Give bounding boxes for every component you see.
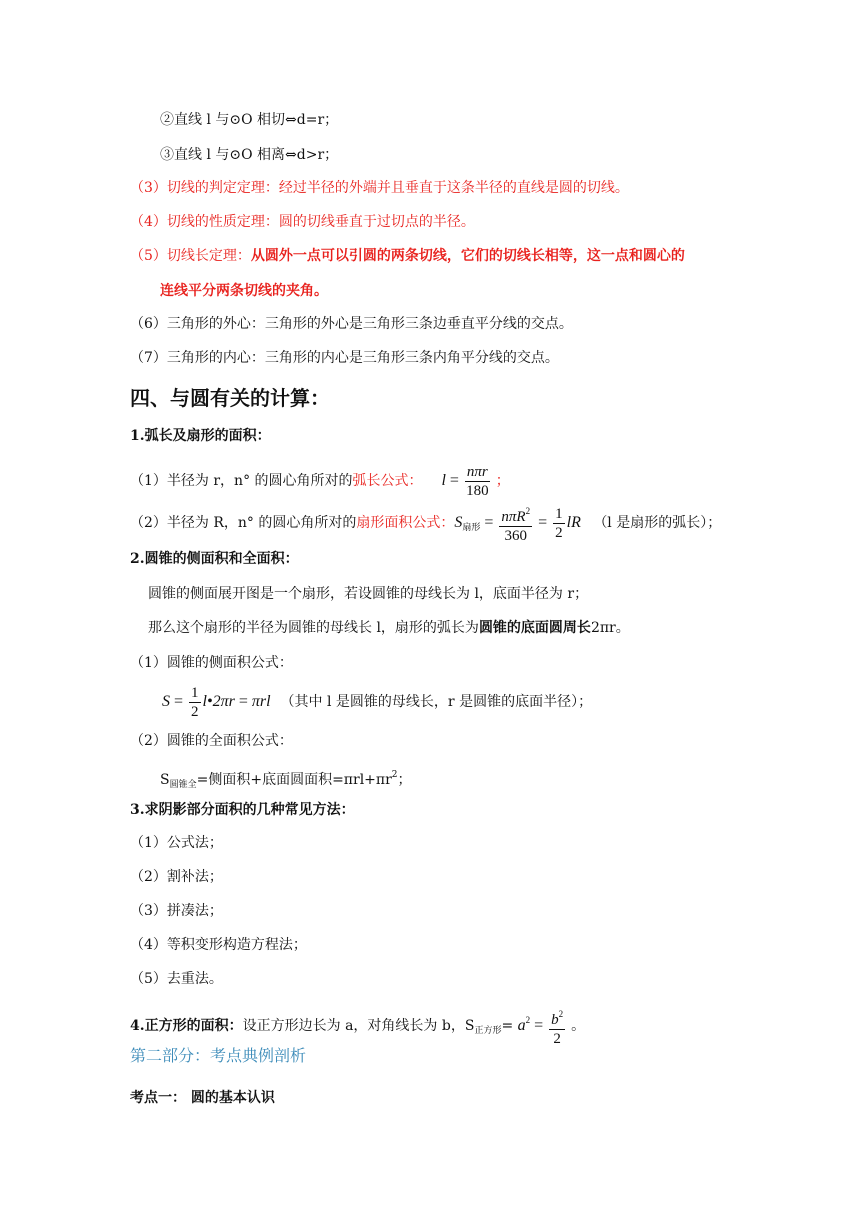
theorem-label: （5）切线长定理： xyxy=(130,248,251,264)
denominator: 180 xyxy=(466,482,489,499)
text: 。 xyxy=(571,1018,586,1034)
text-line: （7）三角形的内心：三角形的内心是三角形三条内角平分线的交点。 xyxy=(130,350,559,366)
arc-formula xyxy=(441,463,495,499)
subscript: 扇形 xyxy=(462,522,481,533)
sector-formula xyxy=(454,506,581,544)
text-line: ③直线 l 与⊙O 相离⇔d>r； xyxy=(160,147,339,163)
superscript: 2 xyxy=(525,506,531,516)
equals: = xyxy=(449,472,459,489)
numerator: nπr xyxy=(466,463,488,480)
equals: = xyxy=(538,514,548,532)
equals: = xyxy=(174,693,184,710)
bold-title: 4.正方形的面积： xyxy=(130,1018,243,1034)
equals: = xyxy=(484,514,494,532)
fraction xyxy=(549,1005,565,1048)
bold-text: 圆锥的底面圆周长 xyxy=(478,620,591,636)
kaodian-title: 考点一： 圆的基本认识 xyxy=(130,1090,275,1106)
text: =侧面积+底面圆面积=πrl+πr xyxy=(196,772,392,788)
text: 那么这个扇形的半径为圆锥的母线长 l，扇形的弧长为 xyxy=(148,620,479,636)
subscript: 圆锥全 xyxy=(169,780,197,790)
cone-formula xyxy=(162,684,275,720)
subsection-title: 3.求阴影部分面积的几种常见方法： xyxy=(130,802,355,818)
text: （1）半径为 r，n° 的圆心角所对的 xyxy=(130,473,353,489)
denominator: 360 xyxy=(504,528,528,544)
section-heading: 四、与圆有关的计算： xyxy=(130,386,330,410)
cone-lateral-formula-line xyxy=(162,682,592,722)
list-item: （2）割补法； xyxy=(130,869,223,885)
subscript: 正方形 xyxy=(474,1026,502,1036)
numerator: 1 xyxy=(555,506,563,522)
var-S: S xyxy=(162,693,170,710)
theorem-tangent-length-cont: 连线平分两条切线的夹角。 xyxy=(160,283,328,299)
sector-area-line xyxy=(130,502,721,547)
var-a: a xyxy=(517,1017,526,1034)
equals: = xyxy=(238,693,248,710)
theorem-tangent-length xyxy=(130,246,685,266)
part-heading: 第二部分：考点典例剖析 xyxy=(130,1046,307,1065)
list-item: （2）圆锥的全面积公式： xyxy=(130,733,293,749)
fraction-half xyxy=(553,505,565,542)
note: （其中 l 是圆锥的母线长，r 是圆锥的底面半径）； xyxy=(280,694,593,710)
square-area-line xyxy=(130,1000,585,1051)
denominator: 2 xyxy=(555,525,563,541)
fraction xyxy=(465,463,490,500)
list-item: （1）公式法； xyxy=(130,835,223,851)
text: 设正方形边长为 a，对角线长为 b，S xyxy=(242,1018,475,1034)
square-formula xyxy=(517,1008,572,1047)
theorem-tangent-criterion: （3）切线的判定定理：经过半径的外端并且垂直于这条半径的直线是圆的切线。 xyxy=(130,180,629,196)
text-line: （6）三角形的外心：三角形的外心是三角形三条边垂直平分线的交点。 xyxy=(130,316,573,332)
paragraph xyxy=(148,618,630,638)
arc-length-line xyxy=(130,461,510,501)
subsection-title: 1.弧长及扇形的面积： xyxy=(130,428,271,444)
term: l•2πr xyxy=(202,693,235,710)
list-item: （4）等积变形构造方程法； xyxy=(130,937,307,953)
term: πrl xyxy=(251,693,271,710)
text-line: ②直线 l 与⊙O 相切⇔d=r； xyxy=(160,112,339,128)
denominator: 2 xyxy=(553,1030,561,1047)
note: （l 是扇形的弧长）； xyxy=(593,515,722,532)
list-item: （5）去重法。 xyxy=(130,971,223,987)
list-item: （3）拼凑法； xyxy=(130,903,223,919)
var-S: S xyxy=(160,772,170,788)
numerator xyxy=(499,502,532,527)
fraction xyxy=(499,502,532,545)
paragraph: 圆锥的侧面展开图是一个扇形，若设圆锥的母线长为 l，底面半径为 r； xyxy=(148,586,589,602)
var-S: S xyxy=(454,514,463,532)
cone-total-formula xyxy=(160,765,412,795)
var-l: l xyxy=(441,472,446,489)
theorem-tangent-property: （4）切线的性质定理：圆的切线垂直于过切点的半径。 xyxy=(130,214,475,230)
numerator: 1 xyxy=(191,684,199,701)
fraction-half xyxy=(189,684,201,721)
superscript: 2 xyxy=(391,770,398,780)
equals: = xyxy=(534,1017,544,1034)
theorem-body: 从圆外一点可以引圆的两条切线，它们的切线长相等，这一点和圆心的 xyxy=(250,248,685,264)
superscript: 2 xyxy=(525,1015,531,1025)
text: ； xyxy=(397,772,412,788)
semicolon: ； xyxy=(495,473,510,489)
subsection-title: 2.圆锥的侧面积和全面积： xyxy=(130,551,299,567)
numerator-text: nπR xyxy=(501,509,526,525)
var-b: b xyxy=(551,1011,559,1028)
var-lR: lR xyxy=(566,514,581,532)
denominator: 2 xyxy=(191,703,199,720)
text: 2πr。 xyxy=(590,620,630,636)
red-label: 扇形面积公式： xyxy=(356,515,455,532)
text: （2）半径为 R，n° 的圆心角所对的 xyxy=(130,515,357,532)
list-item: （1）圆锥的侧面积公式： xyxy=(130,655,293,671)
equals: = xyxy=(501,1018,514,1034)
superscript: 2 xyxy=(558,1008,564,1019)
red-label: 弧长公式： xyxy=(352,473,423,489)
numerator xyxy=(549,1005,565,1030)
